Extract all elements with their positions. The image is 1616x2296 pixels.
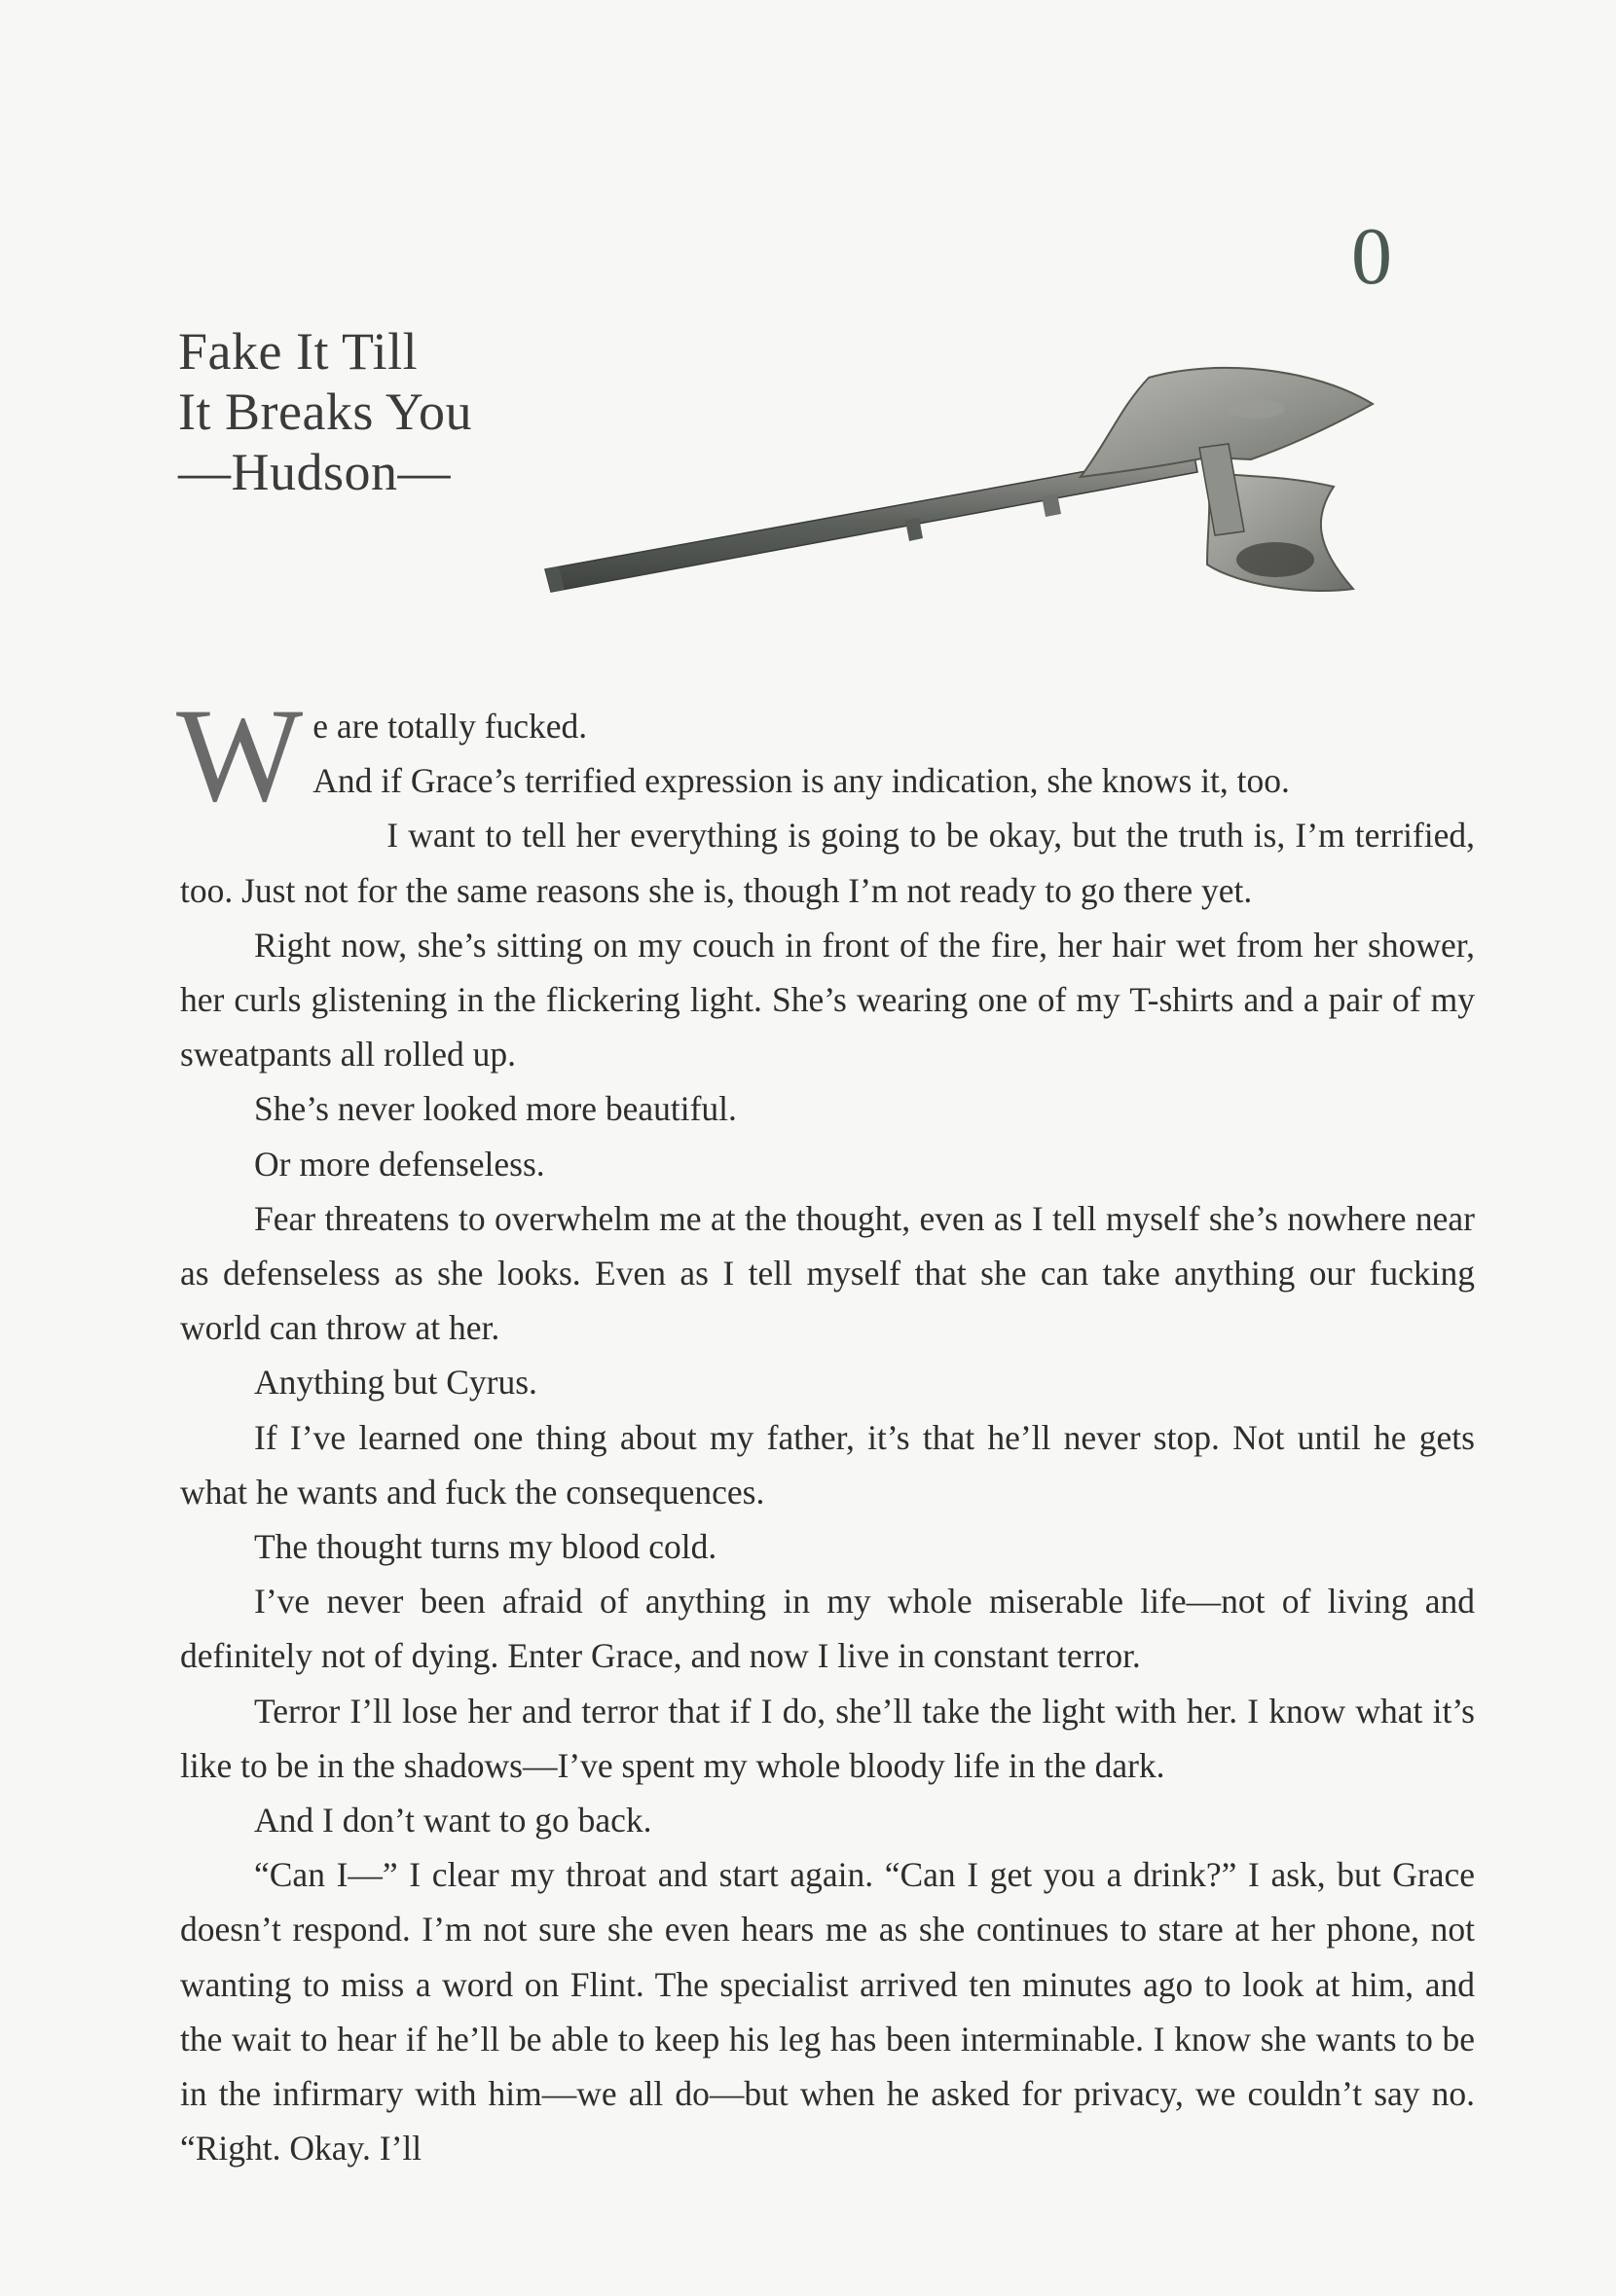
paragraph: And if Grace’s terrified expression is any indication, she knows it, too. <box>312 761 1290 801</box>
paragraph: The thought turns my blood cold. <box>254 1527 717 1567</box>
chapter-title-line-2: It Breaks You <box>178 383 473 441</box>
paragraph: Or more defenseless. <box>254 1144 545 1184</box>
paragraph: Anything but Cyrus. <box>254 1363 537 1403</box>
chapter-title-line-1: Fake It Till <box>178 322 419 381</box>
chapter-title-line-3: —Hudson— <box>178 443 452 501</box>
body-text <box>176 680 1475 2175</box>
paragraph: I want to tell her everything is going to be okay, but the truth is, I’m terrified, too. Just not for the same reasons she is, though I’m not ready to go there yet. <box>180 816 1475 910</box>
paragraph: I’ve never been afraid of anything in my whole miserable life—not of living and definitely not of dying. Enter Grace, and now I live in constant terror. <box>180 1582 1475 1676</box>
paragraph: And I don’t want to go back. <box>254 1801 652 1840</box>
paragraph: “Can I—” I clear my throat and start again. “Can I get you a drink?” I ask, but Grace doesn’t respond. I’m not sure she even hears me as she continues to stare at her phone, not wanting to miss a word on Flint. The specialist arrived ten minutes ago to look at him, and the wait to hear if he’ll be able to keep his leg has been interminable. I know she wants to be in the infirmary with him—we all do—but when he asked for privacy, we couldn’t say no. “Right. Okay. I’ll <box>180 1855 1475 2168</box>
paragraph: Terror I’ll lose her and terror that if I do, she’ll take the light with her. I know what it’s like to be in the shadows—I’ve spent my whole bloody life in the dark. <box>180 1691 1475 1785</box>
paragraph: Right now, she’s sitting on my couch in front of the fire, her hair wet from her shower, her curls glistening in the flickering light. She’s wearing one of my T-shirts and a pair of my sweatpants all rolled up. <box>180 925 1475 1075</box>
battle-axe-illustration <box>535 350 1392 613</box>
paragraph: If I’ve learned one thing about my father, it’s that he’ll never stop. Not until he gets what he wants and fuck the consequences. <box>180 1417 1475 1512</box>
drop-cap: W <box>176 680 304 829</box>
chapter-title <box>178 321 472 502</box>
paragraph: She’s never looked more beautiful. <box>254 1089 737 1129</box>
paragraph: Fear threatens to overwhelm me at the thought, even as I tell myself she’s nowhere near as defenseless as she looks. Even as I tell myself that she can take anything our fucking world can throw at her. <box>180 1198 1475 1348</box>
first-paragraph <box>176 680 1475 829</box>
opening-line: e are totally fucked. <box>312 707 588 746</box>
chapter-number: 0 <box>1351 211 1392 302</box>
